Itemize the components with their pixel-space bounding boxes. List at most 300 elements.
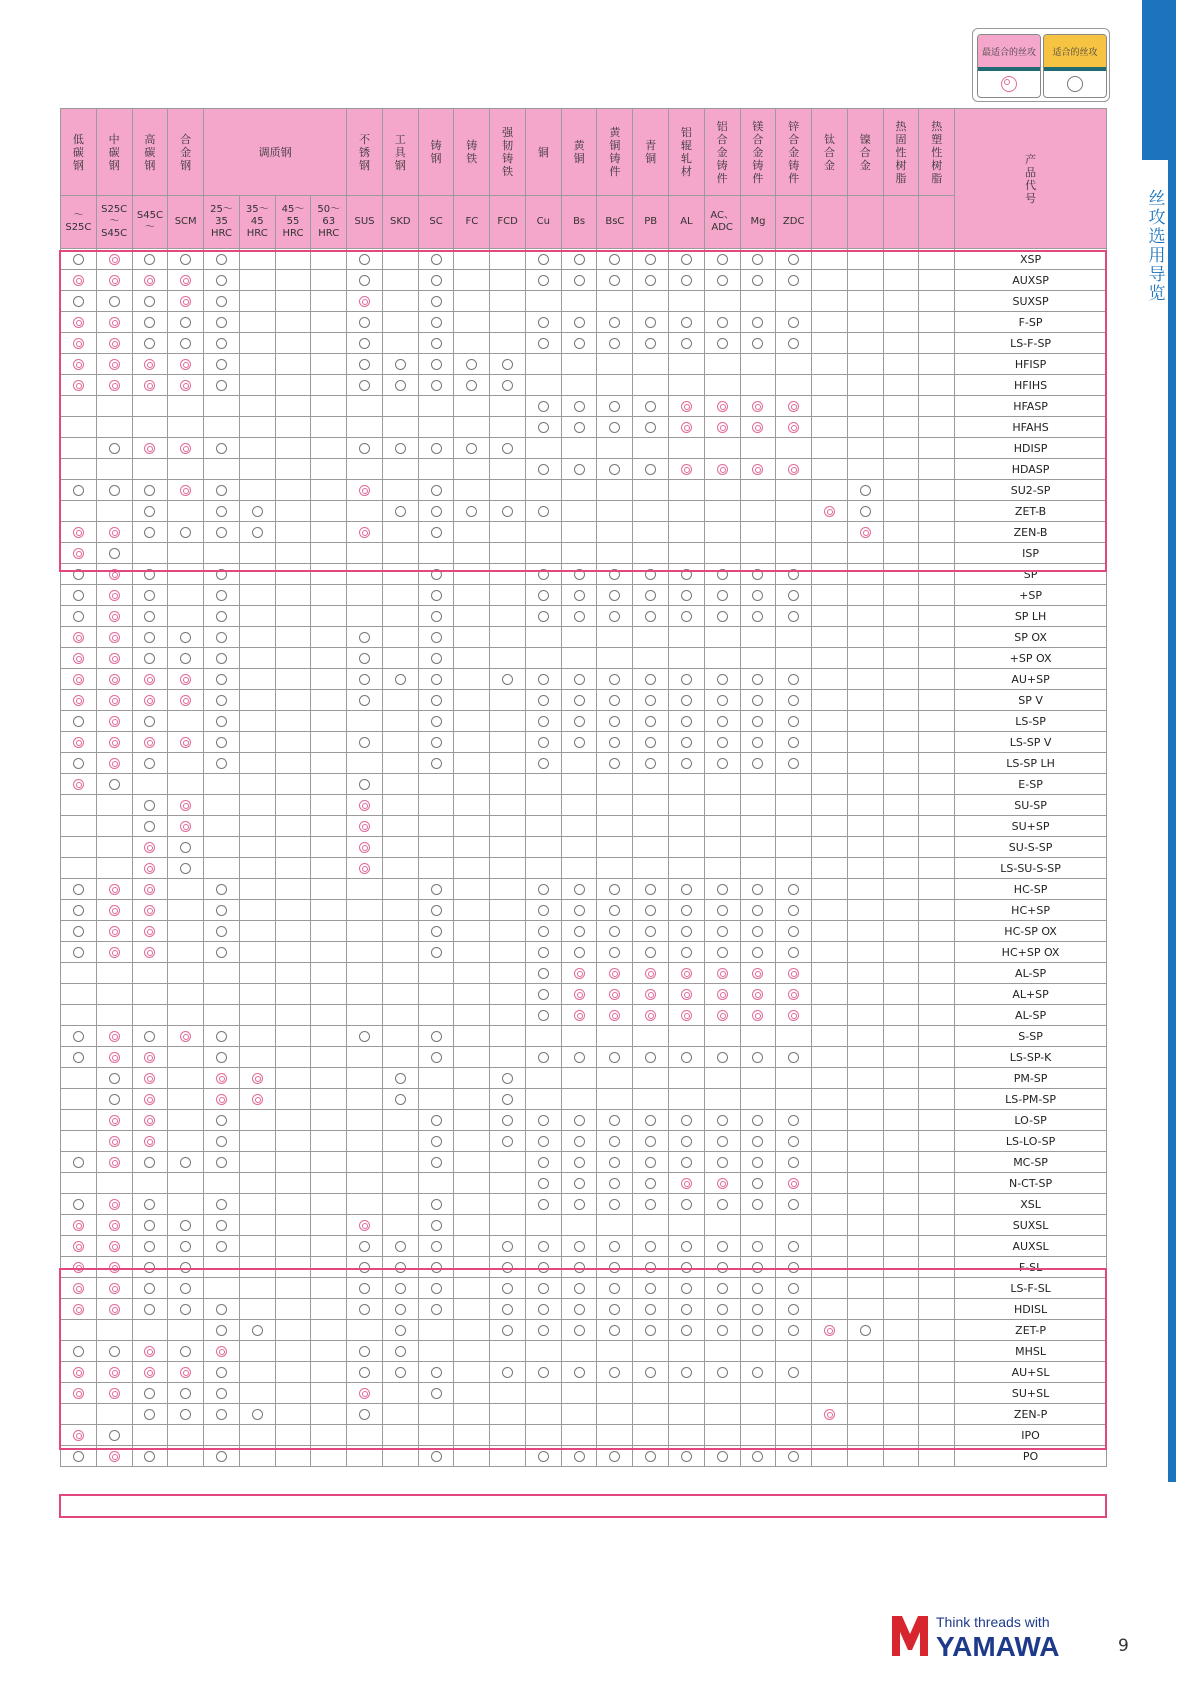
circle-icon — [609, 737, 620, 748]
circle-icon — [681, 1451, 692, 1462]
double-circle-icon — [73, 695, 84, 706]
material-header: 铝合金铸件 — [704, 109, 740, 196]
double-circle-icon — [109, 338, 120, 349]
circle-icon — [752, 947, 763, 958]
double-circle-icon — [252, 1094, 263, 1105]
table-row — [61, 753, 1107, 774]
double-circle-icon — [109, 611, 120, 622]
product-code: HC+SP — [955, 900, 1107, 921]
circle-icon — [144, 506, 155, 517]
brand-tagline: Think threads with — [936, 1614, 1050, 1630]
circle-icon — [109, 779, 120, 790]
circle-icon — [538, 1157, 549, 1168]
circle-icon — [788, 1304, 799, 1315]
circle-icon — [788, 1325, 799, 1336]
circle-icon — [788, 695, 799, 706]
circle-icon — [574, 1367, 585, 1378]
table-row — [61, 921, 1107, 942]
grade-header: SKD — [382, 196, 418, 249]
circle-icon — [144, 1199, 155, 1210]
circle-icon — [681, 1115, 692, 1126]
product-code: XSL — [955, 1194, 1107, 1215]
circle-icon — [609, 464, 620, 475]
circle-icon — [645, 422, 656, 433]
circle-icon — [681, 695, 692, 706]
circle-icon — [431, 905, 442, 916]
product-code: SP — [955, 564, 1107, 585]
circle-icon — [752, 1136, 763, 1147]
circle-icon — [431, 1367, 442, 1378]
double-circle-icon — [574, 968, 585, 979]
double-circle-icon — [359, 1220, 370, 1231]
double-circle-icon — [609, 989, 620, 1000]
circle-icon — [431, 653, 442, 664]
product-code: LS-SU-S-SP — [955, 858, 1107, 879]
double-circle-icon — [717, 464, 728, 475]
circle-icon — [502, 1283, 513, 1294]
circle-icon — [681, 569, 692, 580]
circle-icon — [395, 1325, 406, 1336]
double-circle-icon — [73, 779, 84, 790]
product-code: LS-SP — [955, 711, 1107, 732]
circle-icon — [359, 380, 370, 391]
circle-icon — [717, 1304, 728, 1315]
double-circle-icon — [73, 527, 84, 538]
circle-icon — [645, 1052, 656, 1063]
double-circle-icon — [144, 1136, 155, 1147]
circle-icon — [359, 779, 370, 790]
circle-icon — [216, 1409, 227, 1420]
circle-icon — [431, 1451, 442, 1462]
product-code: SU+SL — [955, 1383, 1107, 1404]
table-row — [61, 984, 1107, 1005]
circle-icon — [359, 338, 370, 349]
circle-icon — [431, 1220, 442, 1231]
double-circle-icon — [109, 527, 120, 538]
double-circle-icon — [609, 968, 620, 979]
side-strip — [1168, 160, 1176, 1482]
product-code: AU+SP — [955, 669, 1107, 690]
circle-icon — [609, 1451, 620, 1462]
circle-icon — [609, 674, 620, 685]
table-row — [61, 1425, 1107, 1446]
table-row — [61, 1089, 1107, 1110]
circle-icon — [788, 1283, 799, 1294]
circle-icon — [574, 905, 585, 916]
double-circle-icon — [180, 821, 191, 832]
double-circle-icon — [359, 1388, 370, 1399]
circle-icon — [574, 1052, 585, 1063]
circle-icon — [144, 611, 155, 622]
circle-icon — [502, 1094, 513, 1105]
circle-icon — [752, 926, 763, 937]
circle-icon — [860, 485, 871, 496]
product-code: AUXSL — [955, 1236, 1107, 1257]
circle-icon — [180, 1241, 191, 1252]
circle-icon — [395, 359, 406, 370]
circle-icon — [538, 422, 549, 433]
circle-icon — [431, 1157, 442, 1168]
double-circle-icon — [109, 590, 120, 601]
circle-icon — [788, 1199, 799, 1210]
circle-icon — [752, 1367, 763, 1378]
circle-icon — [216, 1220, 227, 1231]
circle-icon — [788, 905, 799, 916]
side-title: 丝攻选用导览 — [1148, 189, 1166, 304]
circle-icon — [431, 632, 442, 643]
material-header: 中碳钢 — [96, 109, 132, 196]
product-code: LO-SP — [955, 1110, 1107, 1131]
circle-icon — [752, 275, 763, 286]
table-row — [61, 732, 1107, 753]
circle-icon — [144, 1031, 155, 1042]
circle-icon — [538, 1304, 549, 1315]
brand-name: YAMAWA — [936, 1631, 1060, 1660]
circle-icon — [216, 380, 227, 391]
table-row — [61, 669, 1107, 690]
circle-icon — [538, 464, 549, 475]
circle-icon — [180, 1304, 191, 1315]
circle-icon — [395, 380, 406, 391]
circle-icon — [144, 296, 155, 307]
grade-header: 35～45 HRC — [239, 196, 275, 249]
circle-icon — [574, 1325, 585, 1336]
circle-icon — [180, 254, 191, 265]
circle-icon — [717, 758, 728, 769]
product-code: HC+SP OX — [955, 942, 1107, 963]
circle-icon — [144, 821, 155, 832]
circle-icon — [752, 611, 763, 622]
circle-icon — [681, 926, 692, 937]
product-code: LS-SP V — [955, 732, 1107, 753]
circle-icon — [216, 1367, 227, 1378]
circle-icon — [717, 716, 728, 727]
circle-icon — [216, 506, 227, 517]
circle-icon — [431, 695, 442, 706]
circle-icon — [788, 1157, 799, 1168]
circle-icon — [538, 1199, 549, 1210]
double-circle-icon — [359, 296, 370, 307]
table-row — [61, 270, 1107, 291]
circle-icon — [681, 758, 692, 769]
double-circle-icon — [717, 1178, 728, 1189]
double-circle-icon — [717, 989, 728, 1000]
material-header: 热塑性树脂 — [919, 109, 955, 196]
page-number: 9 — [1118, 1636, 1129, 1656]
circle-icon — [645, 884, 656, 895]
double-circle-icon — [788, 464, 799, 475]
double-circle-icon — [359, 821, 370, 832]
product-code: +SP — [955, 585, 1107, 606]
double-circle-icon — [109, 1052, 120, 1063]
circle-icon — [609, 947, 620, 958]
circle-icon — [681, 338, 692, 349]
circle-icon — [144, 569, 155, 580]
double-circle-icon — [180, 674, 191, 685]
circle-icon — [574, 422, 585, 433]
circle-icon — [466, 443, 477, 454]
circle-icon — [431, 926, 442, 937]
double-circle-icon — [752, 422, 763, 433]
circle-icon — [144, 1241, 155, 1252]
circle-icon — [538, 947, 549, 958]
circle-icon — [73, 758, 84, 769]
circle-icon — [73, 485, 84, 496]
circle-icon — [752, 695, 763, 706]
table-row — [61, 459, 1107, 480]
circle-icon — [538, 905, 549, 916]
double-circle-icon — [109, 884, 120, 895]
product-code: HC-SP OX — [955, 921, 1107, 942]
product-code: SU2-SP — [955, 480, 1107, 501]
double-circle-icon — [144, 842, 155, 853]
material-header: 黄铜 — [561, 109, 597, 196]
circle-icon — [645, 275, 656, 286]
table-row — [61, 354, 1107, 375]
double-circle-icon — [109, 1304, 120, 1315]
circle-icon — [538, 884, 549, 895]
grade-header: SCM — [168, 196, 204, 249]
material-header: 工具钢 — [382, 109, 418, 196]
product-code: ZET-P — [955, 1320, 1107, 1341]
circle-icon — [216, 611, 227, 622]
product-code: F-SP — [955, 312, 1107, 333]
circle-icon — [431, 758, 442, 769]
double-circle-icon — [109, 737, 120, 748]
circle-icon — [574, 317, 585, 328]
circle-icon — [216, 1115, 227, 1126]
circle-icon — [752, 884, 763, 895]
circle-icon — [252, 1409, 263, 1420]
double-circle-icon — [73, 632, 84, 643]
double-circle-icon — [180, 359, 191, 370]
double-circle-icon — [180, 800, 191, 811]
circle-icon — [216, 275, 227, 286]
circle-icon — [538, 1178, 549, 1189]
circle-icon — [717, 674, 728, 685]
grade-header — [812, 196, 848, 249]
circle-icon — [73, 926, 84, 937]
circle-icon — [431, 275, 442, 286]
circle-icon — [645, 1262, 656, 1273]
circle-icon — [609, 1367, 620, 1378]
circle-icon — [431, 1115, 442, 1126]
double-circle-icon — [717, 968, 728, 979]
circle-icon — [216, 590, 227, 601]
side-tab-bar — [1142, 0, 1176, 160]
table-row — [61, 1257, 1107, 1278]
double-circle-icon — [144, 674, 155, 685]
circle-icon — [359, 1262, 370, 1273]
circle-icon — [538, 989, 549, 1000]
table-row — [61, 1362, 1107, 1383]
circle-icon — [180, 338, 191, 349]
product-code: HFASP — [955, 396, 1107, 417]
circle-icon — [788, 1262, 799, 1273]
circle-icon — [216, 527, 227, 538]
circle-icon — [431, 569, 442, 580]
circle-icon — [538, 401, 549, 412]
table-row — [61, 1299, 1107, 1320]
circle-icon — [788, 1367, 799, 1378]
double-circle-icon — [109, 1388, 120, 1399]
circle-icon — [538, 758, 549, 769]
circle-icon — [752, 1157, 763, 1168]
product-code: AUXSP — [955, 270, 1107, 291]
circle-icon — [502, 443, 513, 454]
grade-header: ～S25C — [61, 196, 97, 249]
circle-icon — [860, 506, 871, 517]
circle-icon — [609, 926, 620, 937]
double-circle-icon — [109, 569, 120, 580]
circle-icon — [216, 737, 227, 748]
circle-icon — [216, 338, 227, 349]
table-row — [61, 837, 1107, 858]
circle-icon — [180, 653, 191, 664]
product-code: HFAHS — [955, 417, 1107, 438]
table-row — [61, 1005, 1107, 1026]
circle-icon — [645, 758, 656, 769]
circle-icon — [574, 275, 585, 286]
circle-icon — [73, 1031, 84, 1042]
circle-icon — [645, 590, 656, 601]
double-circle-icon — [681, 401, 692, 412]
grade-header: SUS — [347, 196, 383, 249]
circle-icon — [216, 716, 227, 727]
double-circle-icon — [717, 401, 728, 412]
double-circle-icon — [216, 1346, 227, 1357]
circle-icon — [574, 695, 585, 706]
circle-icon — [359, 1346, 370, 1357]
double-circle-icon — [144, 1115, 155, 1126]
circle-icon — [681, 884, 692, 895]
circle-icon — [574, 1178, 585, 1189]
circle-icon — [359, 674, 370, 685]
circle-icon — [717, 1199, 728, 1210]
circle-icon — [681, 716, 692, 727]
double-circle-icon — [180, 485, 191, 496]
table-row — [61, 879, 1107, 900]
circle-icon — [645, 1283, 656, 1294]
double-circle-icon — [788, 1178, 799, 1189]
circle-icon — [681, 1157, 692, 1168]
circle-icon — [180, 842, 191, 853]
table-row — [61, 627, 1107, 648]
double-circle-icon — [359, 842, 370, 853]
circle-icon — [359, 632, 370, 643]
product-code: AL+SP — [955, 984, 1107, 1005]
double-circle-icon — [144, 1346, 155, 1357]
circle-icon — [431, 1136, 442, 1147]
material-header: 镁合金铸件 — [740, 109, 776, 196]
circle-icon — [717, 254, 728, 265]
product-code: SUXSL — [955, 1215, 1107, 1236]
circle-icon — [574, 884, 585, 895]
grade-header: 25～35 HRC — [204, 196, 240, 249]
circle-icon — [431, 1031, 442, 1042]
circle-icon — [73, 1052, 84, 1063]
circle-icon — [216, 1451, 227, 1462]
circle-icon — [752, 590, 763, 601]
product-code: ZEN-P — [955, 1404, 1107, 1425]
circle-icon — [73, 1346, 84, 1357]
product-code: SP V — [955, 690, 1107, 711]
double-circle-icon — [180, 296, 191, 307]
circle-icon — [252, 1325, 263, 1336]
circle-icon — [252, 527, 263, 538]
material-header: 镍合金 — [847, 109, 883, 196]
double-circle-icon — [73, 338, 84, 349]
circle-icon — [645, 1241, 656, 1252]
circle-icon — [431, 1304, 442, 1315]
circle-icon — [717, 317, 728, 328]
table-row — [61, 1110, 1107, 1131]
double-circle-icon — [109, 1283, 120, 1294]
double-circle-icon — [109, 674, 120, 685]
table-row — [61, 1383, 1107, 1404]
double-circle-icon — [73, 1304, 84, 1315]
circle-icon — [502, 506, 513, 517]
circle-icon — [609, 1178, 620, 1189]
circle-icon — [144, 1304, 155, 1315]
circle-icon — [645, 464, 656, 475]
product-code: LS-SP LH — [955, 753, 1107, 774]
circle-icon — [216, 254, 227, 265]
circle-icon — [359, 275, 370, 286]
product-code: HFISP — [955, 354, 1107, 375]
circle-icon — [144, 1388, 155, 1399]
table-row — [61, 1026, 1107, 1047]
table-row — [61, 690, 1107, 711]
product-code: HDISL — [955, 1299, 1107, 1320]
material-header: 锌合金铸件 — [776, 109, 812, 196]
grade-header: FCD — [490, 196, 526, 249]
circle-icon — [431, 254, 442, 265]
circle-icon — [717, 275, 728, 286]
table-row — [61, 648, 1107, 669]
double-circle-icon — [788, 1010, 799, 1021]
circle-icon — [359, 1241, 370, 1252]
circle-icon — [216, 653, 227, 664]
table-row — [61, 1131, 1107, 1152]
circle-icon — [538, 569, 549, 580]
circle-icon — [538, 1262, 549, 1273]
circle-icon — [216, 905, 227, 916]
circle-icon — [180, 632, 191, 643]
double-circle-icon — [73, 275, 84, 286]
table-row — [61, 1068, 1107, 1089]
double-circle-icon — [681, 464, 692, 475]
circle-icon — [717, 590, 728, 601]
circle-icon — [752, 1304, 763, 1315]
double-circle-icon — [216, 1094, 227, 1105]
circle-icon — [538, 506, 549, 517]
table-row — [61, 333, 1107, 354]
circle-icon — [574, 1115, 585, 1126]
product-code: LS-LO-SP — [955, 1131, 1107, 1152]
product-code: ZET-B — [955, 501, 1107, 522]
circle-icon — [645, 317, 656, 328]
circle-icon — [109, 485, 120, 496]
circle-icon — [144, 758, 155, 769]
circle-icon — [645, 254, 656, 265]
circle-icon — [73, 611, 84, 622]
circle-icon — [180, 1262, 191, 1273]
circle-icon — [538, 317, 549, 328]
product-code: F-SL — [955, 1257, 1107, 1278]
product-code: MC-SP — [955, 1152, 1107, 1173]
circle-icon — [609, 1136, 620, 1147]
